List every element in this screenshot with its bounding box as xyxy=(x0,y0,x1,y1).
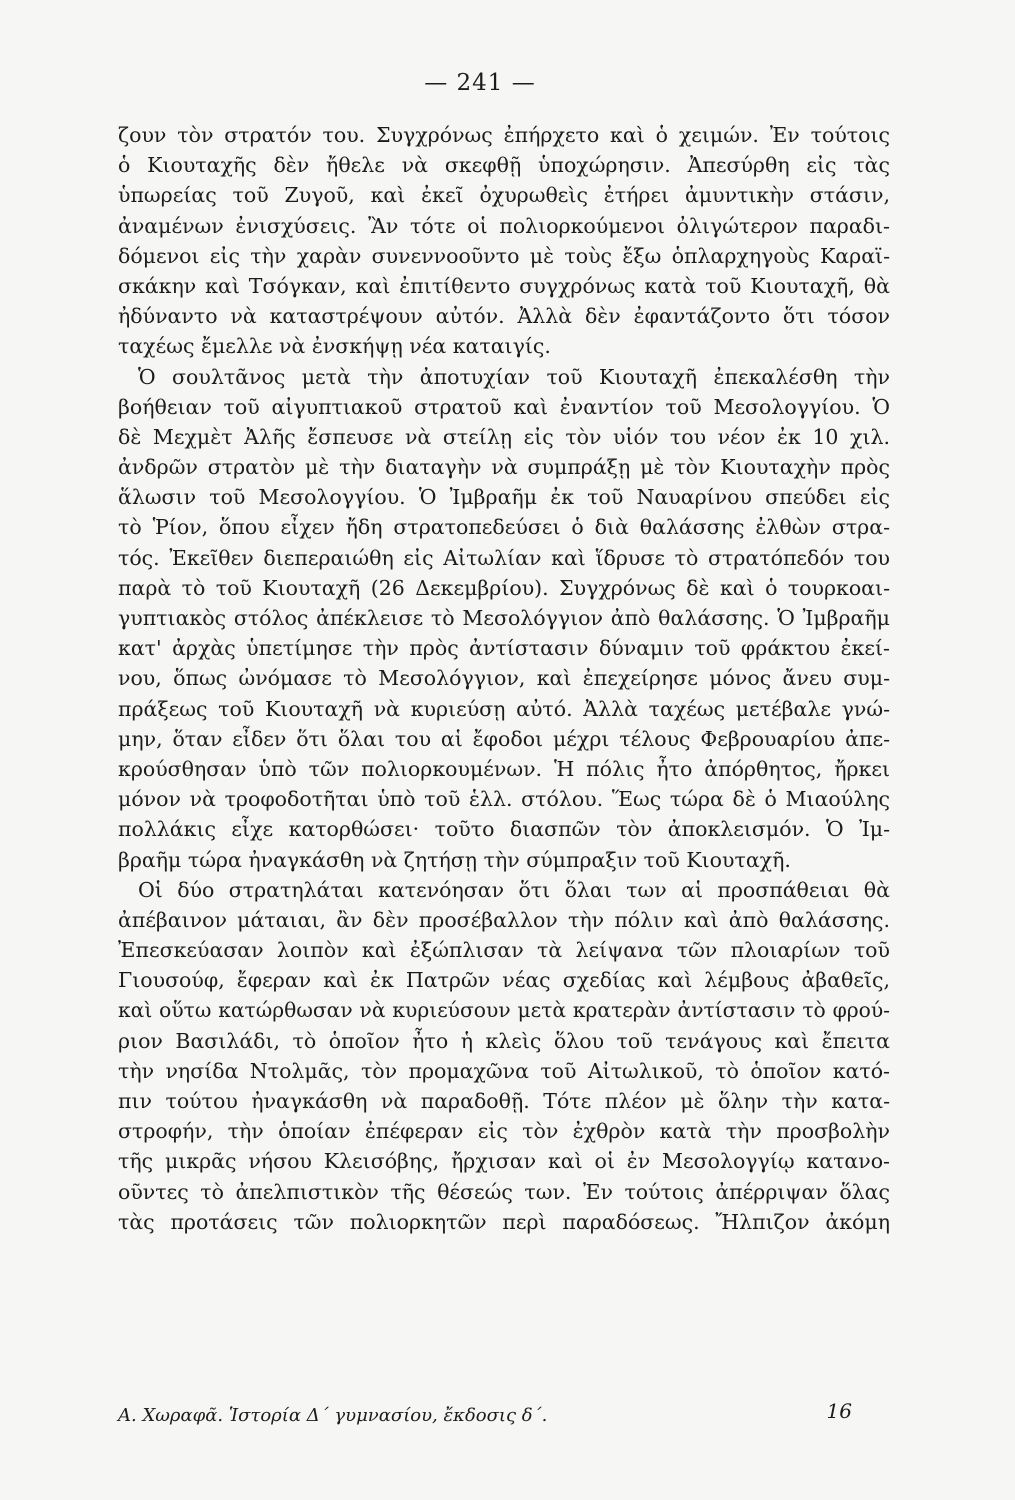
signature-mark: 16 xyxy=(826,1399,852,1423)
text-line: Οἱ δύο στρατηλάται κατενόησαν ὅτι ὅλαι των αἱ προσπάθειαι θὰ xyxy=(138,877,890,902)
text-line: πολλάκις εἶχε κατορθώσει· τοῦτο διασπῶν τὸν ἀποκλεισμόν. Ὁ Ἰμ- xyxy=(118,817,890,842)
text-line: κρούσθησαν ὑπὸ τῶν πολιορκουμένων. Ἡ πόλις ἦτο ἀπόρθητος, ἤρκει xyxy=(118,756,890,781)
text-line: ἠδύναντο νὰ καταστρέψουν αὐτόν. Ἀλλὰ δὲν ἐφαντάζοντο ὅτι τόσον xyxy=(118,304,890,329)
text-line: σκάκην καὶ Τσόγκαν, καὶ ἐπιτίθεντο συγχρόνως κατὰ τοῦ Κιουταχῆ, θὰ xyxy=(118,273,890,298)
text-line: δὲ Μεχμὲτ Ἀλῆς ἔσπευσε νὰ στείλῃ εἰς τὸν υἱόν του νέον ἐκ 10 χιλ. xyxy=(118,424,890,449)
text-line: γυπτιακὸς στόλος ἀπέκλεισε τὸ Μεσολόγγιον ἀπὸ θαλάσσης. Ὁ Ἰμβραῆμ xyxy=(118,606,890,630)
text-line: ἀνδρῶν στρατὸν μὲ τὴν διαταγὴν νὰ συμπράξῃ μὲ τὸν Κιουταχὴν πρὸς xyxy=(118,455,890,480)
text-line: τός. Ἐκεῖθεν διεπεραιώθη εἰς Αἰτωλίαν καὶ ἵδρυσε τὸ στρατόπεδόν του xyxy=(118,545,890,570)
text-line: νου, ὅπως ὠνόμασε τὸ Μεσολόγγιον, καὶ ἐπεχείρησε μόνος ἄνευ συμ- xyxy=(118,666,890,691)
text-line: τὰς προτάσεις τῶν πολιορκητῶν περὶ παραδόσεως. Ἤλπιζον ἀκόμη xyxy=(118,1209,890,1234)
text-line: πράξεως τοῦ Κιουταχῆ νὰ κυριεύσῃ αὐτό. Ἀλλὰ ταχέως μετέβαλε γνώ- xyxy=(118,696,890,721)
text-line: μόνον νὰ τροφοδοτῆται ὑπὸ τοῦ ἑλλ. στόλου. Ἕως τώρα δὲ ὁ Μιαούλης xyxy=(118,787,890,812)
text-line: τὴν νησίδα Ντολμᾶς, τὸν προμαχῶνα τοῦ Αἰτωλικοῦ, τὸ ὁποῖον κατό- xyxy=(118,1058,890,1083)
text-line: ὑπωρείας τοῦ Ζυγοῦ, καὶ ἐκεῖ ὀχυρωθεὶς ἐτήρει ἀμυντικὴν στάσιν, xyxy=(118,183,890,208)
text-line: Γιουσούφ, ἔφεραν καὶ ἐκ Πατρῶν νέας σχεδίας καὶ λέμβους ἀβαθεῖς, xyxy=(118,968,890,993)
text-line: τῆς μικρᾶς νήσου Κλεισόβης, ἤρχισαν καὶ οἱ ἐν Μεσολογγίῳ κατανο- xyxy=(118,1149,890,1174)
text-line: Ὁ σουλτᾶνος μετὰ τὴν ἀποτυχίαν τοῦ Κιουταχῆ ἐπεκαλέσθη τὴν xyxy=(138,364,890,389)
text-line: οῦντες τὸ ἀπελπιστικὸν τῆς θέσεώς των. Ἐν τούτοις ἀπέρριψαν ὅλας xyxy=(118,1179,890,1204)
body-text xyxy=(118,120,890,1237)
text-line: Ἐπεσκεύασαν λοιπὸν καὶ ἐξώπλισαν τὰ λείψανα τῶν πλοιαρίων τοῦ xyxy=(118,938,890,963)
page-number: — 241 — xyxy=(424,70,536,96)
text-line: δόμενοι εἰς τὴν χαρὰν συνεννοοῦντο μὲ τοὺς ἔξω ὁπλαρχηγοὺς Καραϊ- xyxy=(118,243,890,268)
text-line: μην, ὅταν εἶδεν ὅτι ὅλαι του αἱ ἔφοδοι μέχρι τέλους Φεβρουαρίου ἀπε- xyxy=(118,726,890,751)
text-line: ἀπέβαινον μάταιαι, ἂν δὲν προσέβαλλον τὴν πόλιν καὶ ἀπὸ θαλάσσης. xyxy=(118,907,890,932)
text-line: πιν τούτου ἠναγκάσθη νὰ παραδοθῇ. Τότε πλέον μὲ ὅλην τὴν κατα- xyxy=(118,1089,890,1113)
text-line: ὁ Κιουταχῆς δὲν ἤθελε νὰ σκεφθῇ ὑποχώρησιν. Ἀπεσύρθη εἰς τὰς xyxy=(118,153,890,178)
text-line: ριον Βασιλάδι, τὸ ὁποῖον ἦτο ἡ κλεὶς ὅλου τοῦ τενάγους καὶ ἔπειτα xyxy=(118,1028,890,1053)
text-line: κατ' ἀρχὰς ὑπετίμησε τὴν πρὸς ἀντίστασιν δύναμιν τοῦ φράκτου ἐκεί- xyxy=(118,636,890,661)
book-source: Α. Χωραφᾶ. Ἱστορία Δ΄ γυμνασίου, ἔκδοσις δ΄. xyxy=(118,1405,548,1426)
text-line: παρὰ τὸ τοῦ Κιουταχῆ (26 Δεκεμβρίου). Συγχρόνως δὲ καὶ ὁ τουρκοαι- xyxy=(118,575,890,600)
text-line: ἅλωσιν τοῦ Μεσολογγίου. Ὁ Ἰμβραῆμ ἐκ τοῦ Ναυαρίνου σπεύδει εἰς xyxy=(118,485,890,510)
text-line: βοήθειαν τοῦ αἰγυπτιακοῦ στρατοῦ καὶ ἐναντίον τοῦ Μεσολογγίου. Ὁ xyxy=(118,394,890,419)
text-line: στροφήν, τὴν ὁποίαν ἐπέφεραν εἰς τὸν ἐχθρὸν κατὰ τὴν προσβολὴν xyxy=(118,1119,890,1144)
text-line: ἀναμένων ἐνισχύσεις. Ἂν τότε οἱ πολιορκούμενοι ὀλιγώτερον παραδι- xyxy=(118,213,890,238)
text-line: ζουν τὸν στρατόν του. Συγχρόνως ἐπήρχετο καὶ ὁ χειμών. Ἐν τούτοις xyxy=(118,123,890,147)
text-line: καὶ οὕτω κατώρθωσαν νὰ κυριεύσουν μετὰ κρατερὰν ἀντίστασιν τὸ φρού- xyxy=(118,998,890,1023)
text-line: ταχέως ἔμελλε νὰ ἐνσκήψῃ νέα καταιγίς. xyxy=(118,334,551,359)
text-line: βραῆμ τώρα ἠναγκάσθη νὰ ζητήσῃ τὴν σύμπραξιν τοῦ Κιουταχῆ. xyxy=(118,847,791,872)
text-line: τὸ Ῥίον, ὅπου εἶχεν ἤδη στρατοπεδεύσει ὁ διὰ θαλάσσης ἐλθὼν στρα- xyxy=(118,515,890,540)
